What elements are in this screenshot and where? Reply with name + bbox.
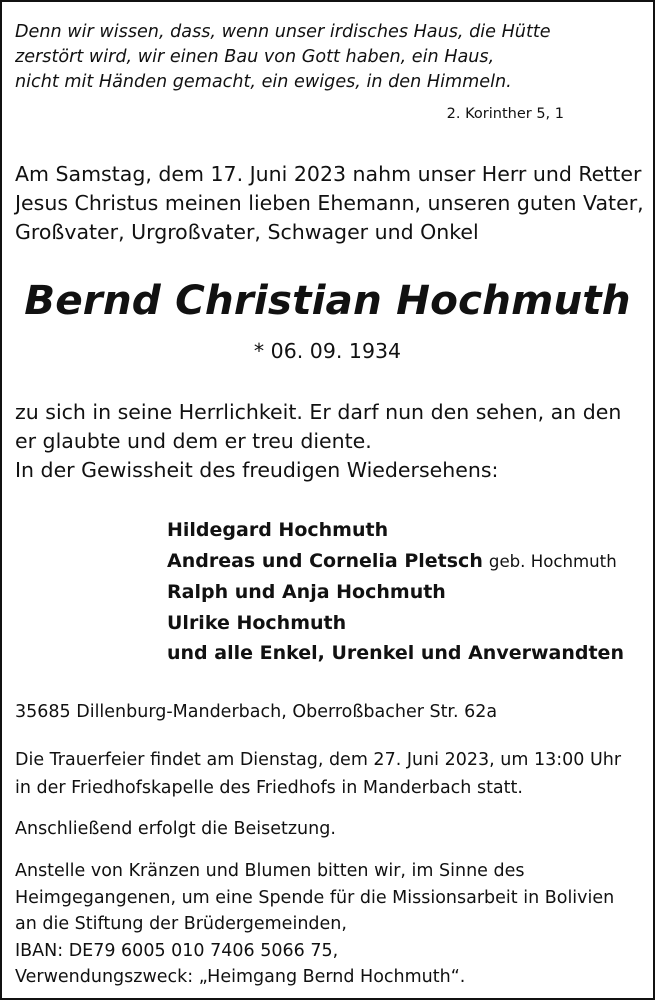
donation-line: Verwendungszweck: „Heimgang Bernd Hochmuth“. — [15, 967, 466, 987]
funeral-info — [15, 747, 645, 802]
body-line: In der Gewissheit des freudigen Wiedersehens: — [15, 458, 499, 482]
family-address: 35685 Dillenburg-Manderbach, Oberroßbacher Str. 62a — [15, 702, 498, 722]
donation-line: an die Stiftung der Brüdergemeinden, — [15, 914, 347, 934]
mourners-list — [167, 515, 624, 669]
intro-line: Jesus Christus meinen lieben Ehemann, unseren guten Vater, — [15, 191, 644, 215]
donation-line: Heimgegangenen, um eine Spende für die Missionsarbeit in Bolivien — [15, 887, 615, 908]
funeral-line: Die Trauerfeier findet am Dienstag, dem 27. Juni 2023, um 13:00 Uhr — [15, 750, 622, 770]
verse-line: zerstört wird, wir einen Bau von Gott haben, ein Haus, — [15, 47, 495, 67]
intro-line: Großvater, Urgroßvater, Schwager und Onkel — [15, 220, 479, 244]
mourner-name: Hildegard Hochmuth — [167, 519, 389, 541]
verse-line: Denn wir wissen, dass, wenn unser irdisches Haus, die Hütte — [15, 22, 551, 42]
mourner-name: und alle Enkel, Urenkel und Anverwandten — [167, 642, 624, 664]
funeral-line: in der Friedhofskapelle des Friedhofs in Manderbach statt. — [15, 777, 523, 798]
mourner-name: Ulrike Hochmuth — [167, 611, 347, 634]
bible-verse — [15, 20, 635, 95]
donation-line: Anstelle von Kränzen und Blumen bitten wir, im Sinne des — [15, 861, 525, 881]
intro-line: Am Samstag, dem 17. Juni 2023 nahm unser Herr und Retter — [15, 162, 642, 186]
intro-text — [15, 160, 645, 247]
donation-line: IBAN: DE79 6005 010 7406 5066 75, — [15, 940, 339, 961]
birth-date: * 06. 09. 1934 — [253, 339, 402, 363]
burial-info: Anschließend erfolgt die Beisetzung. — [15, 819, 336, 839]
donation-info — [15, 858, 645, 991]
mourner-maiden-name: geb. Hochmuth — [488, 551, 617, 571]
mourner-entry — [167, 608, 624, 639]
mourner-entry — [167, 638, 624, 669]
deceased-name: Bernd Christian Hochmuth — [24, 276, 631, 324]
mourner-entry — [167, 515, 624, 546]
mourner-name: Ralph und Anja Hochmuth — [167, 581, 446, 603]
mourner-name: Andreas und Cornelia Pletsch — [167, 549, 483, 572]
mourner-entry — [167, 546, 624, 578]
body-line: zu sich in seine Herrlichkeit. Er darf nun den sehen, an den — [15, 400, 622, 424]
mourner-entry — [167, 577, 624, 608]
body-line: er glaubte und dem er treu diente. — [15, 429, 372, 453]
verse-line: nicht mit Händen gemacht, ein ewiges, in den Himmeln. — [15, 72, 512, 92]
verse-reference: 2. Korinther 5, 1 — [446, 106, 564, 122]
body-text — [15, 398, 645, 485]
